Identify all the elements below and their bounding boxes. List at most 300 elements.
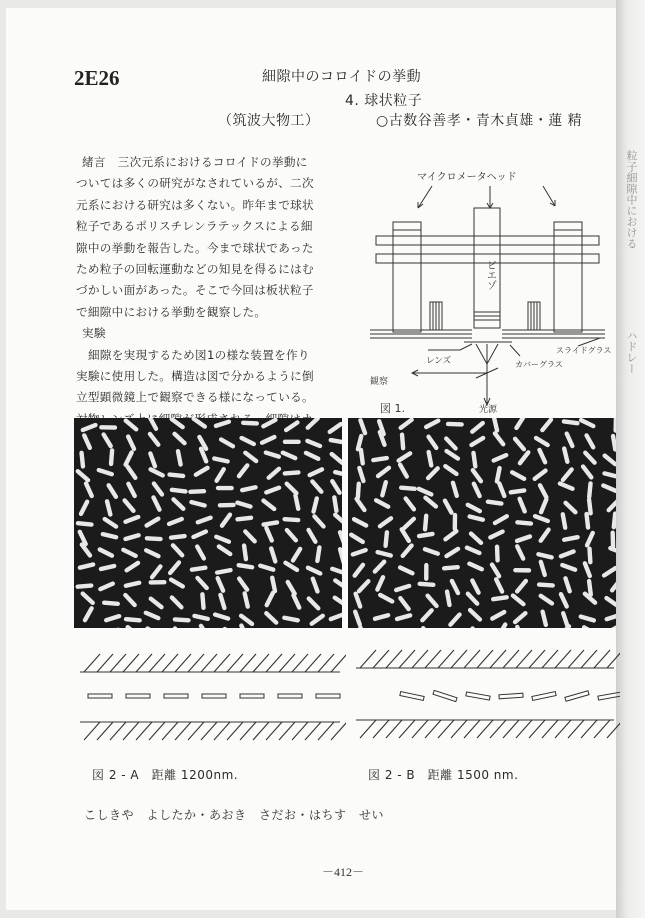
figure-1-apparatus [360,160,620,415]
particle [195,515,213,525]
particle [329,451,342,466]
particle [465,502,483,514]
wall-hatch [516,720,532,738]
particle [468,531,484,546]
particle [262,627,279,628]
particle [603,624,616,628]
wall-hatch [318,654,334,672]
slide-glass-label: スライドグラス [556,346,612,355]
particle [120,547,138,559]
wall-hatch [292,722,308,740]
particle [144,625,162,628]
wall-hatch [149,654,165,672]
particle [351,516,369,528]
particle [169,594,185,610]
figure-2b-schematic [352,646,620,750]
particle [602,453,616,468]
particle [509,469,527,481]
particle [219,512,233,529]
particle [425,465,441,481]
wall-hatch [214,722,230,740]
wall-hatch [136,654,152,672]
particle [515,520,533,526]
particle [76,521,94,527]
particle [491,452,509,463]
particle [310,576,320,594]
particle [356,578,372,594]
particle [375,465,392,479]
particle [240,485,259,493]
particle [171,431,187,446]
particle [417,582,435,588]
wall-hatch [123,722,139,740]
particle [560,466,575,483]
figure-1-caption: 図 1. [380,402,405,415]
particle [258,563,277,572]
particle [236,462,250,479]
particle [538,593,555,607]
top-crossbar [376,236,599,245]
particle [442,498,454,516]
particle [400,542,415,559]
particle [239,435,257,447]
particle [123,580,142,588]
particle [337,547,342,566]
particle [124,560,141,574]
bleed-through-text: ハドレー [625,330,638,374]
particle [538,559,547,578]
particle [191,529,209,540]
particle [464,545,482,556]
particle [103,613,121,623]
particle [309,613,326,627]
wall-hatch [227,654,243,672]
wall-hatch [110,722,126,740]
particle [358,447,365,465]
wall-hatch [581,650,597,668]
wall-hatch [123,654,139,672]
body-line: で細隙中における挙動を観察した。 [76,304,267,319]
particle [604,612,616,622]
wall-hatch [451,650,467,668]
particle [533,435,551,448]
particle [494,465,502,484]
particle [193,465,211,478]
schematic-particle [565,691,589,701]
particle [242,543,249,561]
particle [147,431,162,448]
particle [218,437,236,450]
particle [443,435,459,451]
particle [99,425,117,430]
figure-2a-caption: 図 2 - A 距離 1200nm. [92,768,239,782]
particle [151,480,165,497]
abstract-code: 2E26 [74,66,120,90]
particle [536,552,555,560]
wall-hatch [110,654,126,672]
particle [100,532,119,540]
particle [372,612,391,621]
particle [315,545,322,563]
particle [306,527,319,545]
schematic-particle [240,694,264,698]
wall-hatch [568,650,584,668]
particle [80,422,98,433]
particle [514,534,532,544]
wall-hatch [464,650,480,668]
wall-hatch [412,650,428,668]
wall-hatch [503,720,519,738]
particle [305,418,321,431]
particle [329,478,342,496]
particle [98,563,117,571]
particle [148,596,165,611]
particle [578,418,596,429]
particle [306,595,322,611]
wall-hatch [162,722,178,740]
particle [270,575,278,594]
particle [348,532,366,545]
particle [584,530,596,548]
wall-hatch [266,654,282,672]
particle [374,574,385,592]
wall-hatch [607,720,620,738]
wall-hatch [279,654,295,672]
particle [470,467,484,484]
micrometer-label: マイクロメータヘッド [417,172,517,183]
particle [562,446,570,465]
particle [282,517,300,523]
wall-hatch [175,722,191,740]
particle [189,565,207,572]
wall-hatch [542,650,558,668]
particle [124,617,142,623]
particle [260,498,277,513]
wall-hatch [438,650,454,668]
particle [495,544,500,562]
particle [75,468,91,483]
wall-hatch [386,650,402,668]
particle [537,582,555,587]
particle [513,568,531,573]
particle [602,471,616,480]
particle [492,513,510,526]
particle [611,434,616,452]
particle [173,617,191,623]
paper-subtitle: 4. 球状粒子 [345,93,423,109]
particle [268,546,278,564]
wall-hatch [318,722,334,740]
wall-hatch [529,650,545,668]
body-text [76,152,358,451]
wall-hatch [253,654,269,672]
particle [124,464,138,481]
particle [444,448,461,462]
wall-hatch [97,654,113,672]
particle [584,432,597,450]
particle [491,418,499,433]
particle [81,433,92,451]
particle [496,480,507,498]
particle [517,496,528,514]
wall-hatch [266,722,282,740]
particle [332,512,342,527]
particle [492,430,506,447]
particle [444,589,452,607]
body-line: ため粒子の回転運動などの知見を得るにはむ [76,261,314,276]
wall-hatch [373,650,389,668]
particle [83,481,94,499]
figure-2a-schematic [76,650,346,750]
cover-glass-label: カバーグラス [515,360,563,369]
wall-hatch [451,720,467,738]
particle [373,497,391,509]
particle [469,420,486,435]
particle [532,468,549,482]
schematic-particle [316,694,340,698]
body-line: 隙中の挙動を報告した。今まで球状であった [76,240,314,255]
lens-label: レンズ [426,356,452,366]
wall-hatch [201,654,217,672]
particle [442,528,459,542]
particle [168,577,186,590]
particle [333,469,342,478]
particle [394,613,413,622]
particle [493,576,505,594]
micrograph-a [74,418,342,628]
particle [422,495,439,510]
wall-hatch [373,720,389,738]
schematic-particle [598,692,620,700]
particle [104,499,113,518]
particle [537,447,549,465]
particle [532,513,550,524]
wall-hatch [214,654,230,672]
particle [285,579,298,597]
particle [148,466,166,478]
particle [169,487,187,494]
wall-hatch [490,650,506,668]
wall-hatch [555,720,571,738]
body-line: 元系における研究は多くない。昨年まで球状 [76,197,314,212]
particle [125,434,137,452]
section-heading-experiment: 実験 [82,326,106,341]
wall-hatch [240,722,256,740]
particle [354,496,368,513]
particle [560,512,568,530]
wall-hatch [529,720,545,738]
particle [218,592,227,610]
wall-hatch [162,654,178,672]
particle [106,482,119,500]
schematic-particle [400,692,424,701]
particle [148,451,158,469]
particle [328,438,342,445]
particle [282,470,300,476]
particle [556,623,572,628]
left-micrometer-column [393,222,421,332]
schematic-particle [532,692,556,701]
particle [102,627,121,628]
particle [606,497,616,513]
body-line: づかしい面があった。そこで今回は板状粒子 [76,283,314,298]
schematic-particle [499,693,523,699]
page-binding-edge [616,0,645,918]
wall-hatch [188,722,204,740]
particle [218,503,236,508]
particle [442,463,459,477]
particle [290,546,303,564]
body-line: 粒子であるポリスチレンラテックスによる細 [76,219,313,234]
particle [491,595,509,602]
particle [383,530,389,548]
piezo-label: ピエゾ [484,260,496,290]
particle [188,489,206,494]
wall-hatch [399,650,415,668]
wall-hatch [581,720,597,738]
particle [305,565,323,577]
particle [102,516,119,530]
particle [393,583,411,593]
schematic-particle [88,694,112,698]
particle [517,449,532,466]
particle [194,575,209,591]
particle [377,515,394,529]
particle [495,621,508,628]
wall-hatch [360,650,376,668]
particle [283,440,301,444]
particle [80,590,96,605]
particle [400,627,416,628]
particle [558,549,576,559]
particle [125,481,137,499]
body-line: 細隙を実現するため図1の様な装置を作り [88,347,310,362]
wall-hatch [305,654,321,672]
particle [212,612,230,621]
particle [396,450,414,463]
particle [167,559,182,576]
wall-hatch [136,722,152,740]
particle [263,450,281,460]
particle [293,493,301,512]
particle [109,448,115,466]
wall-hatch [84,654,100,672]
particle [422,546,440,556]
schematic-particle [278,694,302,698]
author-names-romaji: こしきや よしたか・あおき さだお・はちす せい [84,808,385,822]
particle [423,418,441,430]
particle [235,515,253,521]
particle [332,495,339,513]
particle [397,565,415,577]
particle [563,576,573,594]
particle [514,578,529,595]
particle [510,592,527,607]
particle [587,481,593,499]
particle [403,495,417,512]
wall-hatch [555,650,571,668]
particle [101,431,114,449]
particle [215,568,234,576]
wall-hatch [594,720,610,738]
particle [96,467,114,477]
particle [284,481,300,497]
particle [539,418,554,433]
particle [97,581,115,592]
particle [266,466,282,481]
particle [453,513,458,531]
wall-hatch [425,650,441,668]
particle [357,465,367,483]
particle [600,483,616,494]
wall-hatch [477,650,493,668]
body-line: 実験に使用した。構造は図で分かるように倒 [76,368,314,383]
particle [78,499,90,517]
particle [213,534,231,545]
particle [144,516,162,529]
particle [200,592,206,610]
particle [397,595,411,612]
particle [426,449,434,468]
particle [143,610,161,621]
particle [170,542,185,558]
particle [371,456,389,463]
particle [236,576,250,593]
particle [447,611,462,627]
particle [123,514,141,524]
particle [213,419,231,429]
particle [328,612,342,622]
particle [582,450,598,466]
particle [489,609,507,622]
particle [471,481,483,499]
particle [611,511,616,529]
particle [191,418,208,430]
particle [425,593,440,609]
particle [166,516,184,527]
particle [587,546,593,564]
bleed-through-text: 粒子細隙中における [625,150,638,249]
wall-hatch [240,654,256,672]
particle [167,472,185,478]
particle [77,562,96,571]
particle [102,600,120,606]
particle [372,559,388,575]
particle [513,418,526,431]
particle [148,580,166,585]
particle [399,485,417,491]
particle [561,419,579,426]
wall-hatch [331,654,346,672]
particle [358,418,368,436]
page-number: －412－ [322,865,365,879]
particle [241,421,259,426]
wall-hatch [305,722,321,740]
particle [466,561,484,572]
particle [442,565,460,571]
particle [264,590,276,608]
particle [242,450,259,464]
wall-hatch [84,722,100,740]
wall-hatch [464,720,480,738]
particle [400,432,406,450]
particle [307,466,325,478]
particle [443,546,461,559]
particle [512,436,527,453]
particle [613,418,616,433]
particle [514,543,526,561]
particle [198,623,211,628]
